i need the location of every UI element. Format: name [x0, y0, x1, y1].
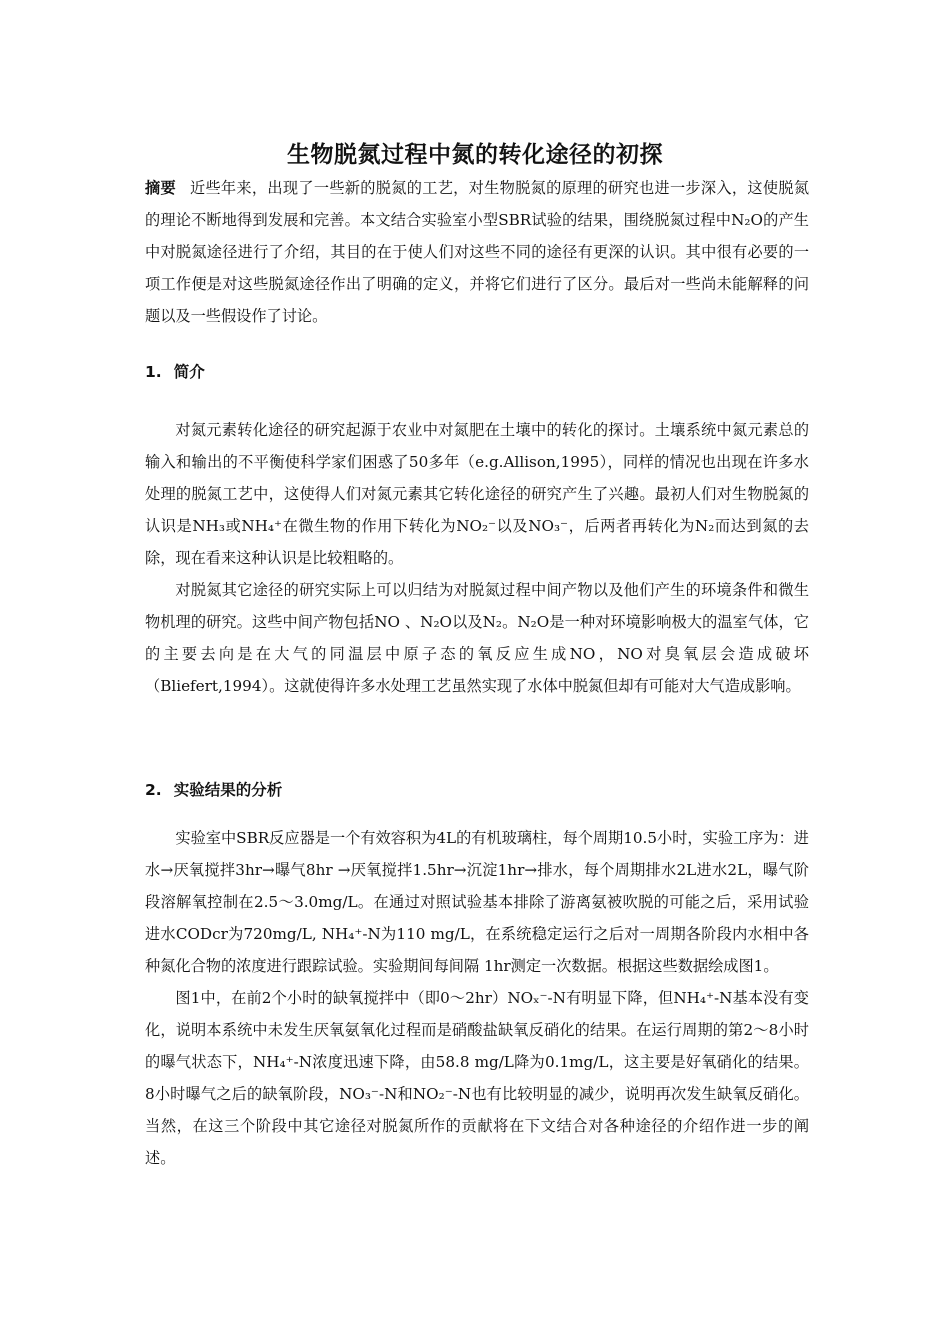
section-2-title: 实验结果的分析 — [173, 781, 283, 799]
section-1-paragraph: 对氮元素转化途径的研究起源于农业中对氮肥在土壤中的转化的探讨。土壤系统中氮元素总的输入和输出的不平衡使科学家们困惑了50多年（e.g.Allison,1995），同样的情况也出现在许多水处理的脱氮工艺中，这使得人们对氮元素其它转化途径的研究产生了兴趣。最初人们对生物脱氮的认识是NH₃或NH₄⁺在微生物的作用下转化为NO₂⁻以及NO₃⁻，后两者再转化为N₂而达到氮的去除，现在看来这种认识是比较粗略的。 — [145, 421, 809, 567]
section-1-heading — [145, 360, 205, 382]
document-title: 生物脱氮过程中氮的转化途径的初探 — [287, 142, 663, 168]
section-2-paragraph: 实验室中SBR反应器是一个有效容积为4L的有机玻璃柱，每个周期10.5小时，实验工序为：进水→厌氧搅拌3hr→曝气8hr →厌氧搅拌1.5hr→沉淀1hr→排水，每个周期排水2L进水2L，曝气阶段溶解氧控制在2.5～3.0mg/L。在通过对照试验基本排除了游离氨被吹脱的可能之后，采用试验进水CODcr为720mg/L, NH₄⁺-N为110 mg/L，在系统稳定运行之后对一周期各阶段内水相中各种氮化合物的浓度进行跟踪试验。实验期间每间隔 1hr测定一次数据。根据这些数据绘成图1。 — [145, 829, 809, 975]
abstract-label: 摘要 — [145, 179, 176, 197]
section-1-title: 简介 — [173, 363, 205, 381]
section-2-paragraph: 图1中，在前2个小时的缺氧搅拌中（即0～2hr）NOₓ⁻-N有明显下降，但NH₄⁺-N基本没有变化，说明本系统中未发生厌氧氨氧化过程而是硝酸盐缺氧反硝化的结果。在运行周期的第2～8小时的曝气状态下，NH₄⁺-N浓度迅速下降，由58.8 mg/L降为0.1mg/L，这主要是好氧硝化的结果。8小时曝气之后的缺氧阶段，NO₃⁻-N和NO₂⁻-N也有比较明显的减少，说明再次发生缺氧反硝化。当然，在这三个阶段中其它途径对脱氮所作的贡献将在下文结合对各种途径的介绍作进一步的阐述。 — [145, 989, 809, 1167]
section-1-number: 1. — [145, 363, 162, 381]
section-1-paragraph: 对脱氮其它途径的研究实际上可以归结为对脱氮过程中间产物以及他们产生的环境条件和微生物机理的研究。这些中间产物包括NO 、N₂O以及N₂。N₂O是一种对环境影响极大的温室气体，它的主要去向是在大气的同温层中原子态的氧反应生成NO，NO对臭氧层会造成破坏（Bliefert,1994）。这就使得许多水处理工艺虽然实现了水体中脱氮但却有可能对大气造成影响。 — [145, 581, 809, 695]
abstract — [145, 172, 809, 332]
section-1-body — [145, 414, 809, 702]
section-2-number: 2. — [145, 781, 162, 799]
abstract-text: 近些年来，出现了一些新的脱氮的工艺，对生物脱氮的原理的研究也进一步深入，这使脱氮的理论不断地得到发展和完善。本文结合实验室小型SBR试验的结果，围绕脱氮过程中N₂O的产生中对脱氮途径进行了介绍，其目的在于使人们对这些不同的途径有更深的认识。其中很有必要的一项工作便是对这些脱氮途径作出了明确的定义，并将它们进行了区分。最后对一些尚未能解释的问题以及一些假设作了讨论。 — [145, 179, 810, 325]
section-2-heading — [145, 778, 282, 800]
section-2-body — [145, 822, 809, 1174]
